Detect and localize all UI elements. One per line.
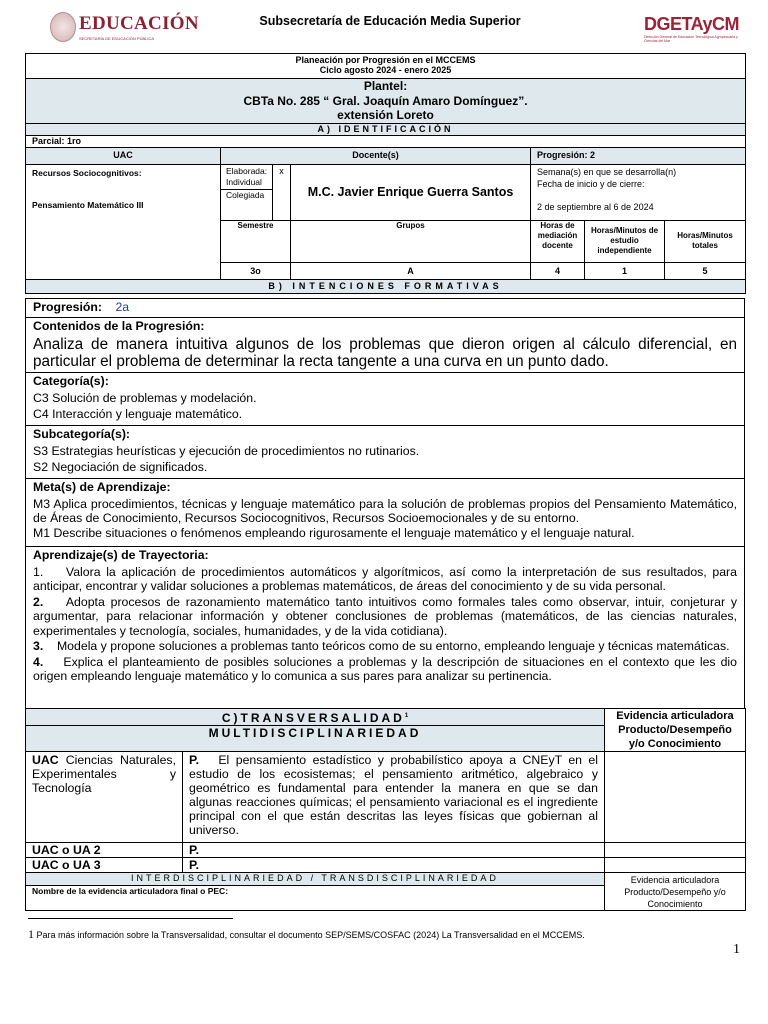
- trayectoria-text: Adopta procesos de razonamiento matemático tanto intuitivos como formales tales como observar, intuir, conjeturar y argumentar, para relacionar información y obtener conclusiones de problemas (matemáticos, de las ciencias naturales, experimentales y tecnología, sociales, humanidades, y de la vida cotidiana).: [33, 594, 737, 638]
- identification-table: [25, 53, 746, 294]
- trayectoria-number: 4.: [33, 654, 44, 669]
- horas-estudio-value: 1: [585, 262, 665, 279]
- individual-mark: x: [273, 164, 291, 220]
- plan-title: Planeación por Progresión en el MCCEMS: [295, 55, 476, 65]
- categoria-item: C4 Interacción y lenguaje matemático.: [33, 407, 243, 421]
- meta-item: M3 Aplica procedimientos, técnicas y lenguaje matemático para la solución de problemas propios del Pensamiento Matemático, de Áreas de Conocimiento, Recursos Sociocognitivos, Recursos Socioemocionales y de su entorno.: [33, 496, 737, 525]
- plantel-extension: extensión Loreto: [337, 108, 434, 122]
- transversalidad-table: [25, 708, 746, 911]
- subcategoria-item: S2 Negociación de significados.: [33, 460, 208, 474]
- trayectoria-text: Valora la aplicación de procedimientos automáticos y algorítmicos, así como la interpretación de sus resultados, para anticipar, encontrar y validar soluciones a problemas matemáticos, de áreas del conocimiento y de su vida personal.: [33, 564, 737, 593]
- footnote-divider: [28, 918, 233, 919]
- plantel-name: CBTa No. 285 “ Gral. Joaquín Amaro Domínguez”.: [243, 93, 528, 108]
- uac1-text-block: [32, 753, 176, 795]
- recursos-label: Recursos Sociocognitivos:: [32, 167, 142, 178]
- trayectoria-item: [33, 655, 737, 684]
- horas-totales-header: Horas/Minutos totales: [665, 220, 746, 262]
- p2-label: P.: [183, 843, 605, 858]
- header-title: Subsecretaría de Educación Media Superior: [259, 14, 521, 28]
- trayectoria-item: [33, 565, 737, 594]
- uac1-name: Ciencias Naturales, Experimentales y Tecnología: [32, 753, 177, 795]
- progresion-row: [26, 299, 745, 318]
- trayectoria-text: Modela y propone soluciones a problemas tanto teóricos como de su entorno, empleando lenguaje y técnicas matemáticas.: [56, 639, 730, 653]
- educacion-logo-word: EDUCACIÓN: [79, 13, 199, 34]
- meta-item: M1 Describe situaciones o fenómenos empleando rigurosamente el lenguaje matemático y el lenguaje natural.: [33, 525, 635, 540]
- p3-label: P.: [183, 858, 605, 873]
- p1-label: P.: [189, 753, 200, 767]
- interdisciplinariedad-heading: INTERDISCIPLINARIEDAD / TRANSDISCIPLINARIEDAD: [26, 873, 605, 886]
- dgetaycm-logo: [644, 14, 744, 48]
- footnote-text: Para más información sobre la Transversalidad, consultar el documento SEP/SEMS/COSFAC (2024) La Transversalidad en el MCCEMS.: [36, 930, 585, 940]
- trayectoria-item: [33, 639, 737, 654]
- trayectoria-item: [33, 595, 737, 639]
- section-b-heading: B) INTENCIONES FORMATIVAS: [26, 279, 746, 293]
- dgetaycm-logo-word: DGETAyCM: [644, 14, 739, 34]
- horas-mediacion-value: 4: [531, 262, 585, 279]
- section-c-heading: [26, 709, 605, 726]
- p1-text: El pensamiento estadístico y probabilístico apoya a CNEyT en el estudio de los ecosistemas; el pensamiento aritmético, algebraico y geométrico es fundamental para entender la manera en que se dan algunas reacciones químicas; el pensamiento variacional es el ingrediente principal con el que están descritas las leyes físicas que gobiernan al universo.: [189, 753, 598, 837]
- categoria-item: C3 Solución de problemas y modelación.: [33, 390, 257, 405]
- uac3-label: UAC o UA 3: [26, 858, 183, 873]
- nombre-evidencia-label: Nombre de la evidencia articuladora final o PEC:: [26, 885, 605, 910]
- uac1-label: UAC: [32, 753, 59, 767]
- horas-totales-value: 5: [665, 262, 746, 279]
- semana-label: Semana(s) en que se desarrolla(n): [537, 166, 677, 177]
- plan-title-cell: [26, 54, 746, 79]
- trayectoria-number: 1.: [33, 564, 44, 579]
- elaborada-individual-cell: [221, 164, 273, 220]
- intenciones-table: [25, 298, 745, 709]
- contenidos-cell: [26, 318, 745, 373]
- evidencia-header: Evidencia articuladora Producto/Desempeño y/o Conocimiento: [605, 709, 746, 752]
- plan-cycle: Ciclo agosto 2024 - enero 2025: [319, 65, 452, 75]
- uac-header: UAC: [26, 147, 221, 164]
- subcategorias-label: Subcategoría(s):: [33, 427, 131, 441]
- contenidos-label: Contenidos de la Progresión:: [33, 319, 205, 333]
- subcategoria-item: S3 Estrategias heurísticas y ejecución de procedimientos no rutinarios.: [33, 443, 420, 458]
- uac1-cell: [26, 752, 183, 843]
- docente-header: Docente(s): [221, 147, 531, 164]
- section-a-heading: A) IDENTIFICACIÓN: [26, 123, 746, 135]
- trayectoria-label: Aprendizaje(s) de Trayectoria:: [33, 548, 209, 562]
- p1-cell: [183, 752, 605, 843]
- metas-label: Meta(s) de Aprendizaje:: [33, 480, 171, 494]
- evidencia-1-cell: [605, 752, 746, 843]
- categorias-label: Categoría(s):: [33, 374, 109, 388]
- plantel-label: Plantel:: [363, 79, 408, 93]
- uac-cell: [26, 164, 221, 279]
- grupos-header: Grupos: [291, 220, 531, 262]
- docente-name: M.C. Javier Enrique Guerra Santos: [291, 164, 531, 220]
- uac2-label: UAC o UA 2: [26, 843, 183, 858]
- evidencia-3-cell: [605, 858, 746, 873]
- horas-estudio-header: Horas/Minutos de estudio independiente: [585, 220, 665, 262]
- transversalidad-title: C)TRANSVERSALIDAD: [221, 711, 405, 725]
- categorias-cell: [26, 373, 745, 426]
- semestre-header: Semestre: [221, 220, 291, 262]
- trayectoria-number: 3.: [33, 639, 44, 653]
- trayectoria-text: Explica el planteamiento de posibles soluciones a problemas y la descripción de situaciones en el contexto que les dio origen empleando lenguaje matemático y lo comunica a sus pares para analizar su pertinencia.: [33, 654, 738, 683]
- semestre-value: 3o: [221, 262, 291, 279]
- trayectoria-cell: [26, 547, 745, 709]
- evidencia-small-header: Evidencia articuladora Producto/Desempeño y/o Conocimiento: [605, 873, 746, 911]
- contenidos-text: Analiza de manera intuitiva algunos de los problemas que dieron origen al cálculo diferencial, en particular el problema de determinar la recta tangente a una curva en un punto dado.: [33, 335, 737, 370]
- educacion-logo-subtitle: SECRETARÍA DE EDUCACIÓN PÚBLICA: [79, 36, 155, 41]
- parcial: Parcial: 1ro: [26, 135, 746, 147]
- footnote-number: 1: [28, 927, 34, 941]
- elaborada-individual: Elaborada: Individual: [226, 165, 268, 187]
- fecha-value: 2 de septiembre al 6 de 2024: [537, 201, 654, 212]
- fecha-label: Fecha de inicio y de cierre:: [537, 178, 645, 189]
- progresion-number: Progresión: 2: [531, 147, 746, 164]
- multidisciplinariedad-heading: MULTIDISCIPLINARIEDAD: [26, 726, 605, 752]
- page-number: 1: [733, 942, 740, 957]
- colegiada: Colegiada: [221, 189, 272, 201]
- progresion-label: Progresión:: [33, 300, 103, 314]
- footnote: [28, 927, 585, 942]
- trayectoria-number: 2.: [33, 594, 44, 609]
- uac-name: Pensamiento Matemático III: [32, 199, 144, 210]
- footnote-ref: 1: [404, 713, 409, 719]
- fechas-cell: [531, 164, 746, 220]
- progresion-value: 2a: [115, 300, 130, 314]
- dgetaycm-logo-subtitle: Dirección General de Educación Tecnológica Agropecuaria y Ciencias del Mar: [644, 35, 738, 43]
- subcategorias-cell: [26, 426, 745, 479]
- evidencia-2-cell: [605, 843, 746, 858]
- horas-mediacion-header: Horas de mediación docente: [531, 220, 585, 262]
- plantel-cell: [26, 79, 746, 124]
- page-header: [0, 0, 768, 52]
- grupos-value: A: [291, 262, 531, 279]
- metas-cell: [26, 479, 745, 547]
